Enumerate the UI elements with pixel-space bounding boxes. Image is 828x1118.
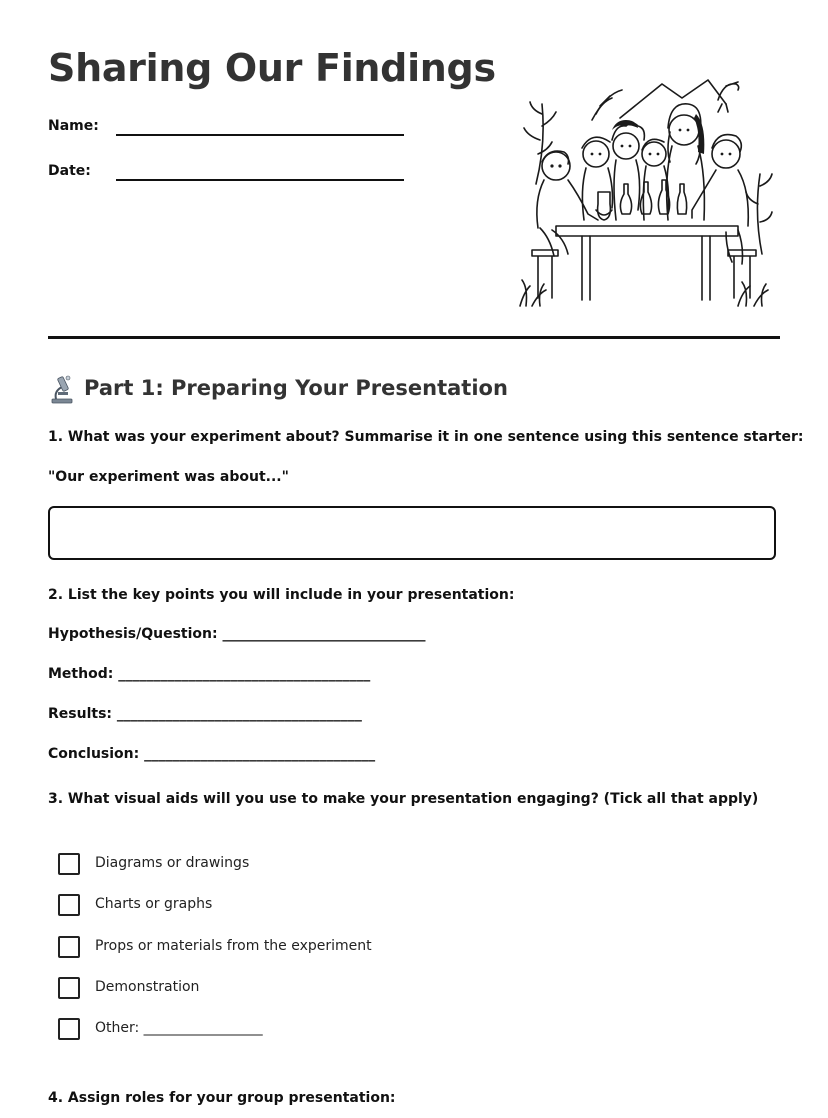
visual-aid-label: Diagrams or drawings xyxy=(95,855,250,871)
key-point-hypothesis[interactable]: Hypothesis/Question: _____________________________ xyxy=(48,626,426,642)
key-point-method[interactable]: Method: ____________________________________ xyxy=(48,666,371,682)
checkbox[interactable] xyxy=(58,936,80,958)
key-point-conclusion[interactable]: Conclusion: _________________________________ xyxy=(48,746,376,762)
visual-aid-label: Props or materials from the experiment xyxy=(95,938,372,954)
checkbox[interactable] xyxy=(58,977,80,999)
visual-aid-option[interactable] xyxy=(58,894,458,918)
checkbox[interactable] xyxy=(58,894,80,916)
question-3: 3. What visual aids will you use to make your presentation engaging? (Tick all that apply) xyxy=(48,791,759,807)
visual-aid-label: Other: _________________ xyxy=(95,1020,263,1036)
question-1-starter: "Our experiment was about..." xyxy=(48,469,289,485)
visual-aid-option[interactable] xyxy=(58,936,458,960)
name-label: Name: xyxy=(48,118,99,134)
visual-aid-option[interactable] xyxy=(58,853,458,877)
date-line[interactable] xyxy=(116,179,404,181)
children-science-illustration xyxy=(512,74,776,310)
date-field[interactable] xyxy=(48,163,408,187)
question-1: 1. What was your experiment about? Summarise it in one sentence using this sentence starter: xyxy=(48,429,804,445)
visual-aid-option[interactable] xyxy=(58,977,458,1001)
part1-header xyxy=(48,372,648,408)
visual-aid-option[interactable] xyxy=(58,1018,458,1042)
experiment-summary-answer-box[interactable] xyxy=(48,506,776,560)
name-field[interactable] xyxy=(48,118,408,142)
key-point-results[interactable]: Results: ___________________________________ xyxy=(48,706,362,722)
checkbox[interactable] xyxy=(58,1018,80,1040)
visual-aid-label: Charts or graphs xyxy=(95,896,213,912)
visual-aid-label: Demonstration xyxy=(95,979,200,995)
question-2: 2. List the key points you will include in your presentation: xyxy=(48,587,515,603)
date-label: Date: xyxy=(48,163,91,179)
checkbox[interactable] xyxy=(58,853,80,875)
page-title: Sharing Our Findings xyxy=(48,46,496,90)
microscope-icon xyxy=(48,374,76,404)
question-4: 4. Assign roles for your group presentation: xyxy=(48,1090,396,1106)
part1-title: Part 1: Preparing Your Presentation xyxy=(84,376,508,400)
section-divider xyxy=(48,336,780,339)
name-line[interactable] xyxy=(116,134,404,136)
